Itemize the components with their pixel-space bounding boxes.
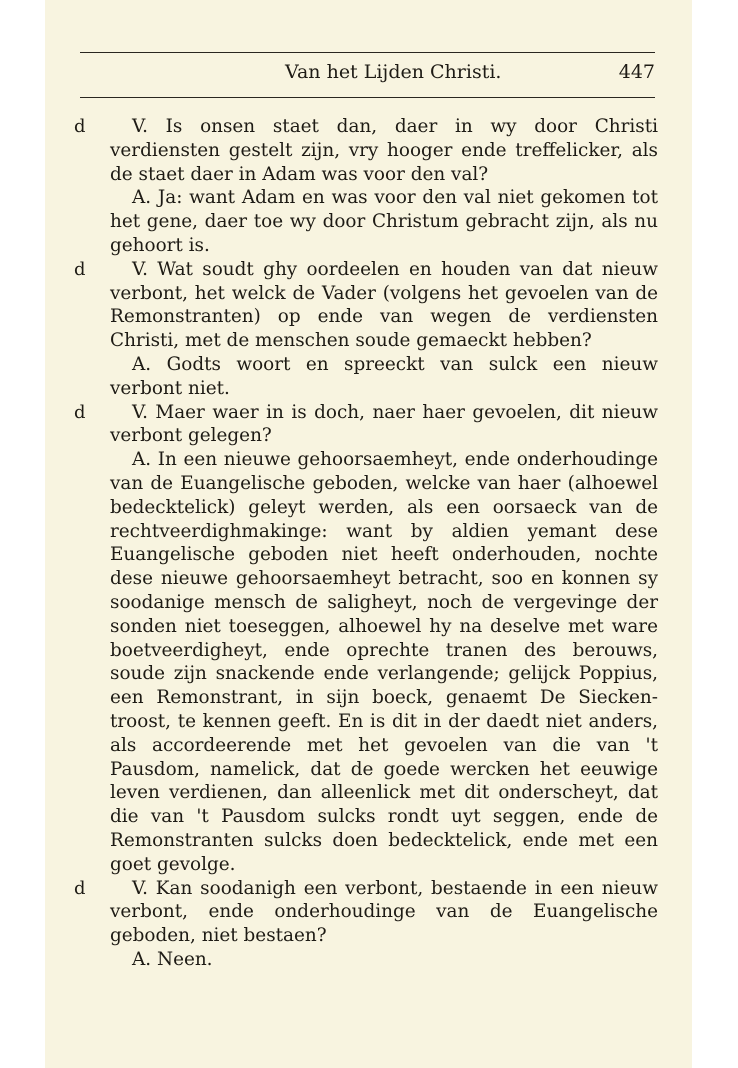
answer-paragraph [110, 448, 658, 876]
question-text: V. Kan soodanigh een verbont, bestaende in een nieuw verbont, ende onderhoudinge van de Euangelische geboden, niet bestaen? [110, 877, 658, 947]
question-text: V. Wat soudt ghy oordeelen en houden van dat nieuw verbont, het welck de Vader (volgens het gevoelen van de Remonstranten) op ende van wegen de verdiensten Christi, met de menschen soude gemaeckt hebben? [110, 258, 658, 352]
question-paragraph [74, 401, 658, 449]
answer-paragraph [110, 948, 658, 972]
question-paragraph [74, 877, 658, 948]
running-title: Van het Lijden Christi. [285, 61, 502, 83]
margin-marker: d [74, 877, 86, 899]
answer-paragraph [110, 186, 658, 257]
answer-text: A. Ja: want Adam en was voor den val niet gekomen tot het gene, daer toe wy door Christum gebracht zijn, als nu gehoort is. [110, 187, 658, 256]
answer-text: A. In een nieuwe gehoorsaemheyt, ende onderhoudinge van de Euangelische geboden, welcke van haer (alhoewel bedecktelick) geleyt werden, als een oorsaeck van de rechtveerdighmakinge: want by aldien yemant dese Euangelische geboden niet heeft onderhouden, nochte dese nieuwe gehoorsaemheyt betracht, soo en konnen sy soodanige mensch de saligheyt, noch de vergevinge der sonden niet toeseggen, alhoewel hy na deselve met ware boetveerdigheyt, ende oprechte tranen des berouws, soude zijn snackende ende verlangende; gelijck Poppius, een Remonstrant, in sijn boeck, genaemt De Siecken-troost, te kennen geeft. En is dit in der daedt niet anders, als accordeerende met het gevoelen van die van 't Pausdom, namelick, dat de goede wercken het eeuwige leven verdienen, dan alleenlick met dit onderscheyt, dat die van 't Pausdom sulcks rondt uyt seggen, ende de Remonstranten sulcks doen bedecktelick, ende met een goet gevolge. [110, 449, 658, 875]
margin-marker: d [74, 116, 86, 137]
question-paragraph [74, 258, 658, 353]
header-rule-top [80, 52, 655, 53]
answer-text: A. Neen. [132, 948, 213, 970]
header-rule-bottom [80, 97, 655, 98]
answer-text: A. Godts woort en spreeckt van sulck een nieuw verbont niet. [110, 353, 658, 399]
body-text [74, 115, 658, 972]
question-paragraph [74, 115, 658, 186]
answer-paragraph [110, 353, 658, 401]
question-text: V. Is onsen staet dan, daer in wy door Christi verdiensten gestelt zijn, vry hooger ende treffelicker, als de staet daer in Adam was voor den val? [110, 116, 658, 185]
question-text: V. Maer waer in is doch, naer haer gevoelen, dit nieuw verbont gelegen? [110, 401, 658, 447]
margin-marker: d [74, 258, 86, 280]
margin-marker: d [74, 401, 86, 423]
running-header [80, 61, 655, 87]
book-page [45, 0, 692, 1068]
page-number: 447 [618, 61, 655, 83]
